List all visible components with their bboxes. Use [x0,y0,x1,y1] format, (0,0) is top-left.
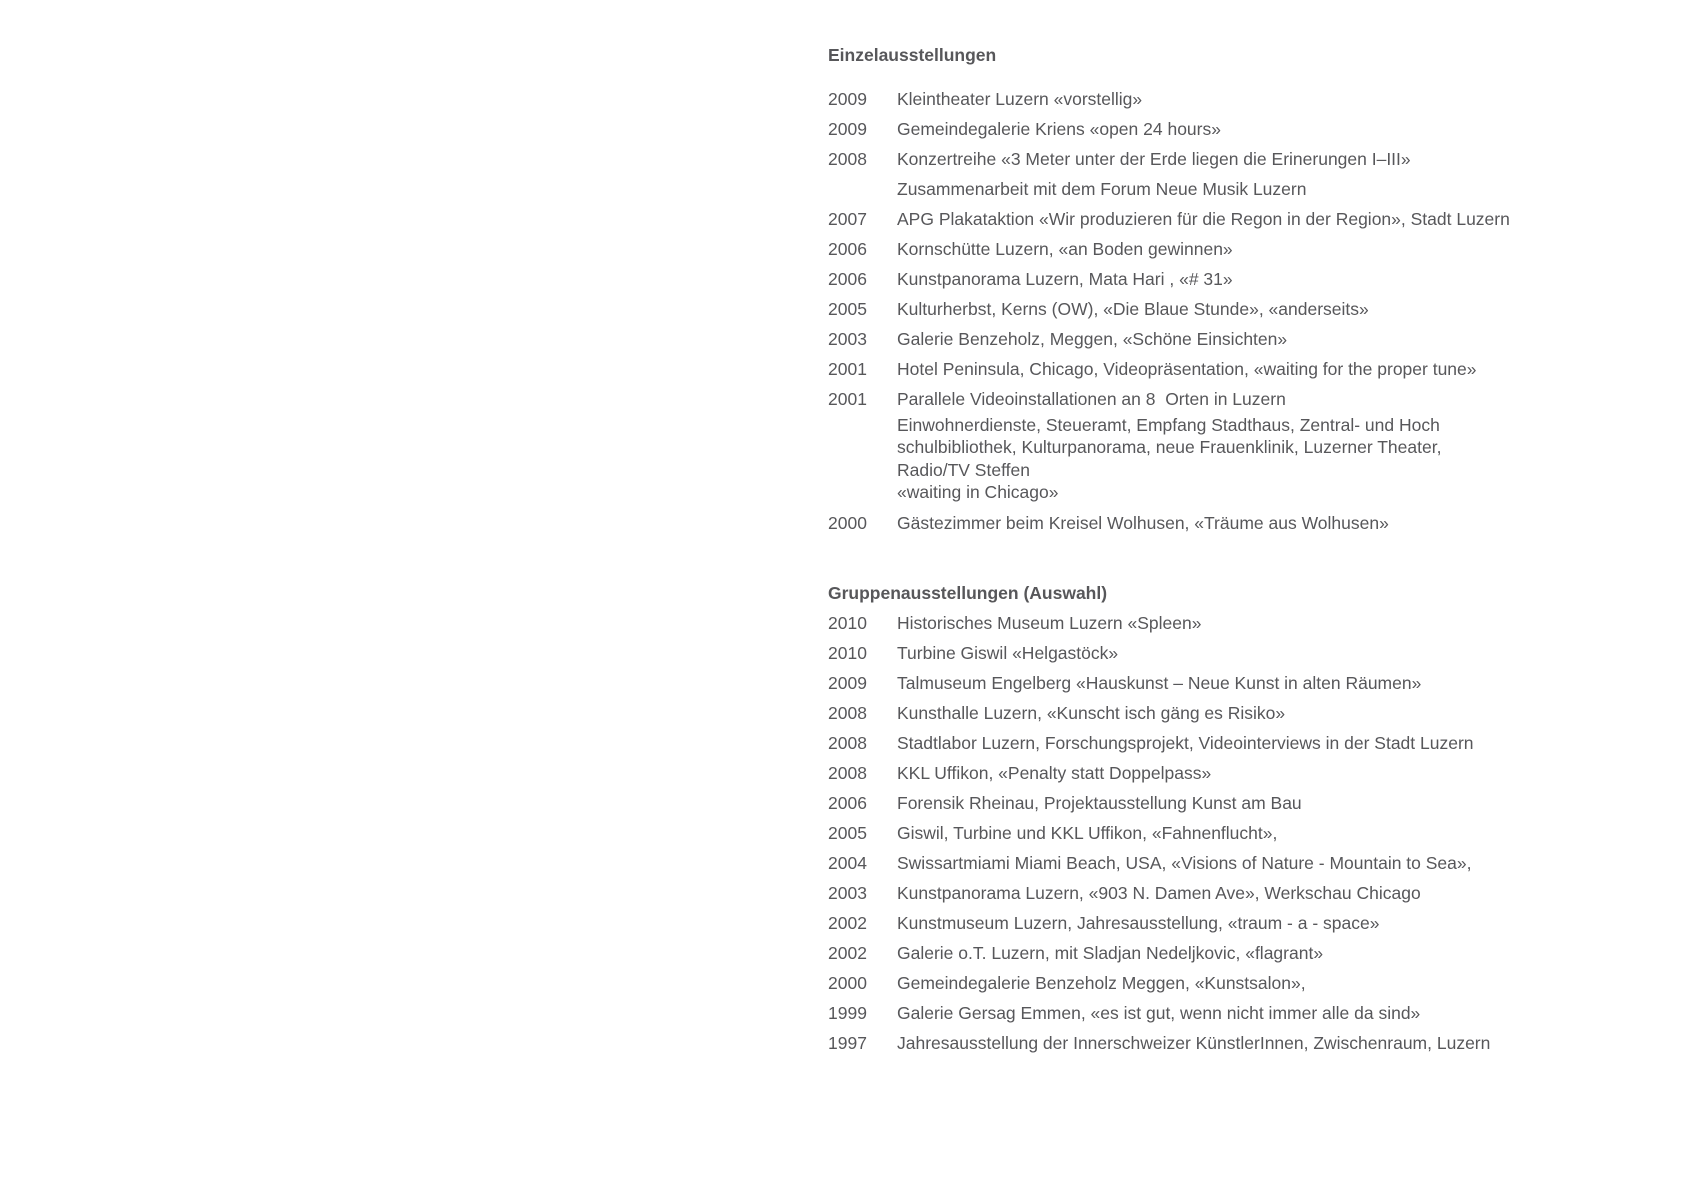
entry-text [897,384,1558,508]
exhibition-entry [828,508,1558,538]
entry-text [897,294,1558,324]
entry-main-line: Galerie o.T. Luzern, mit Sladjan Nedeljkovic, «flagrant» [897,942,1324,963]
entry-main-line: Parallele Videoinstallationen an 8 Orten in Luzern [897,389,1286,409]
entry-text [897,174,1558,204]
entry-year: 2005 [828,299,867,319]
entry-year: 2008 [828,732,867,753]
entry-text [897,848,1558,878]
exhibition-entry [828,848,1558,878]
exhibition-entry [828,384,1558,508]
entry-year: 2010 [828,642,867,663]
entry-main-line: Konzertreihe «3 Meter unter der Erde liegen die Erinerungen I–III» [897,149,1411,169]
exhibition-entry [828,908,1558,938]
entry-main-line: Hotel Peninsula, Chicago, Videopräsentation, «waiting for the proper tune» [897,359,1477,379]
section-title: Einzelausstellungen [828,45,997,65]
entry-year: 2006 [828,239,867,259]
entry-text [897,968,1558,998]
entry-main-line: Galerie Benzeholz, Meggen, «Schöne Einsichten» [897,329,1288,349]
exhibition-entry [828,998,1558,1028]
entry-year: 2001 [828,359,867,379]
entry-year: 1999 [828,1002,867,1023]
exhibition-entry [828,878,1558,908]
entry-text [897,608,1558,638]
exhibition-entry [828,668,1558,698]
entry-year: 2003 [828,882,867,903]
entry-main-line: Kornschütte Luzern, «an Boden gewinnen» [897,239,1233,259]
exhibition-entry [828,758,1558,788]
entry-year: 2003 [828,329,867,349]
entry-main-line: Gemeindegalerie Kriens «open 24 hours» [897,119,1221,139]
entry-year: 2010 [828,612,867,633]
entry-text [897,354,1558,384]
entry-main-line: Giswil, Turbine und KKL Uffikon, «Fahnenflucht», [897,822,1278,843]
entry-text [897,114,1558,144]
exhibition-entry [828,144,1558,174]
entry-year: 2000 [828,972,867,993]
entry-main-line: Galerie Gersag Emmen, «es ist gut, wenn nicht immer alle da sind» [897,1002,1421,1023]
exhibition-section [828,40,1558,538]
entry-text [897,818,1558,848]
entry-text [897,788,1558,818]
entry-text [897,1028,1558,1058]
entry-text [897,508,1558,538]
entry-text [897,998,1558,1028]
exhibition-entry [828,234,1558,264]
exhibition-entry [828,938,1558,968]
exhibition-entry [828,728,1558,758]
entry-year: 2004 [828,852,867,873]
exhibition-entry [828,264,1558,294]
entry-text [897,204,1558,234]
entry-text [897,144,1558,174]
entry-text [897,234,1558,264]
entry-continuation-line: schulbibliothek, Kulturpanorama, neue Frauenklinik, Luzerner Theater, [897,437,1442,458]
exhibition-entry [828,84,1558,114]
exhibition-entry [828,698,1558,728]
entry-text [897,698,1558,728]
exhibition-entry [828,294,1558,324]
entry-continuation-line: Einwohnerdienste, Steueramt, Empfang Stadthaus, Zentral- und Hoch [897,415,1440,435]
entry-list [828,84,1558,538]
entry-year: 1997 [828,1032,867,1053]
entry-year: 2002 [828,912,867,933]
exhibition-entry [828,204,1558,234]
entry-text [897,668,1558,698]
entry-text [897,878,1558,908]
entry-year: 2006 [828,269,867,289]
entry-year: 2001 [828,389,867,409]
entry-year: 2009 [828,119,867,139]
entry-main-line: Turbine Giswil «Helgastöck» [897,642,1119,663]
exhibition-entry [828,968,1558,998]
cv-exhibition-list [828,40,1558,1058]
entry-year: 2006 [828,792,867,813]
exhibition-entry [828,324,1558,354]
entry-list [828,608,1558,1058]
entry-year: 2007 [828,209,867,229]
entry-year: 2008 [828,702,867,723]
exhibition-entry [828,354,1558,384]
entry-text [897,758,1558,788]
entry-text [897,728,1558,758]
exhibition-entry [828,638,1558,668]
entry-main-line: Jahresausstellung der Innerschweizer KünstlerInnen, Zwischenraum, Luzern [897,1032,1491,1053]
exhibition-entry [828,114,1558,144]
entry-main-line: KKL Uffikon, «Penalty statt Doppelpass» [897,762,1212,783]
entry-continuation-line: «waiting in Chicago» [897,482,1059,503]
entry-continuation-line: Radio/TV Steffen [897,459,1030,480]
entry-year: 2009 [828,89,867,109]
exhibition-entry [828,608,1558,638]
entry-main-line: Historisches Museum Luzern «Spleen» [897,612,1202,633]
entry-text [897,84,1558,114]
entry-main-line: Stadtlabor Luzern, Forschungsprojekt, Videointerviews in der Stadt Luzern [897,732,1474,753]
exhibition-section [828,578,1558,1058]
entry-text [897,264,1558,294]
entry-main-line: Kunstpanorama Luzern, Mata Hari , «# 31» [897,269,1233,289]
entry-main-line: Talmuseum Engelberg «Hauskunst – Neue Kunst in alten Räumen» [897,672,1422,693]
entry-main-line: APG Plakataktion «Wir produzieren für die Regon in der Region», Stadt Luzern [897,209,1510,229]
entry-text [897,908,1558,938]
entry-main-line: Gemeindegalerie Benzeholz Meggen, «Kunstsalon», [897,972,1306,993]
entry-main-line: Kunstmuseum Luzern, Jahresausstellung, «traum - a - space» [897,912,1380,933]
exhibition-entry [828,818,1558,848]
entry-main-line: Forensik Rheinau, Projektausstellung Kunst am Bau [897,792,1302,813]
entry-year: 2008 [828,762,867,783]
entry-text [897,638,1558,668]
entry-text [897,324,1558,354]
entry-year: 2000 [828,512,867,533]
entry-main-line: Kulturherbst, Kerns (OW), «Die Blaue Stunde», «anderseits» [897,299,1369,319]
section-title: Gruppenausstellungen (Auswahl) [828,582,1108,603]
exhibition-entry [828,174,1558,204]
entry-main-line: Zusammenarbeit mit dem Forum Neue Musik Luzern [897,179,1307,199]
entry-year: 2008 [828,149,867,169]
exhibition-entry [828,788,1558,818]
entry-year: 2002 [828,942,867,963]
entry-main-line: Gästezimmer beim Kreisel Wolhusen, «Träume aus Wolhusen» [897,512,1389,533]
entry-main-line: Kunsthalle Luzern, «Kunscht isch gäng es Risiko» [897,702,1286,723]
entry-year: 2005 [828,822,867,843]
entry-main-line: Kunstpanorama Luzern, «903 N. Damen Ave», Werkschau Chicago [897,882,1421,903]
entry-main-line: Kleintheater Luzern «vorstellig» [897,89,1143,109]
exhibition-entry [828,1028,1558,1058]
entry-year: 2009 [828,672,867,693]
entry-main-line: Swissartmiami Miami Beach, USA, «Visions of Nature - Mountain to Sea», [897,852,1472,873]
entry-text [897,938,1558,968]
